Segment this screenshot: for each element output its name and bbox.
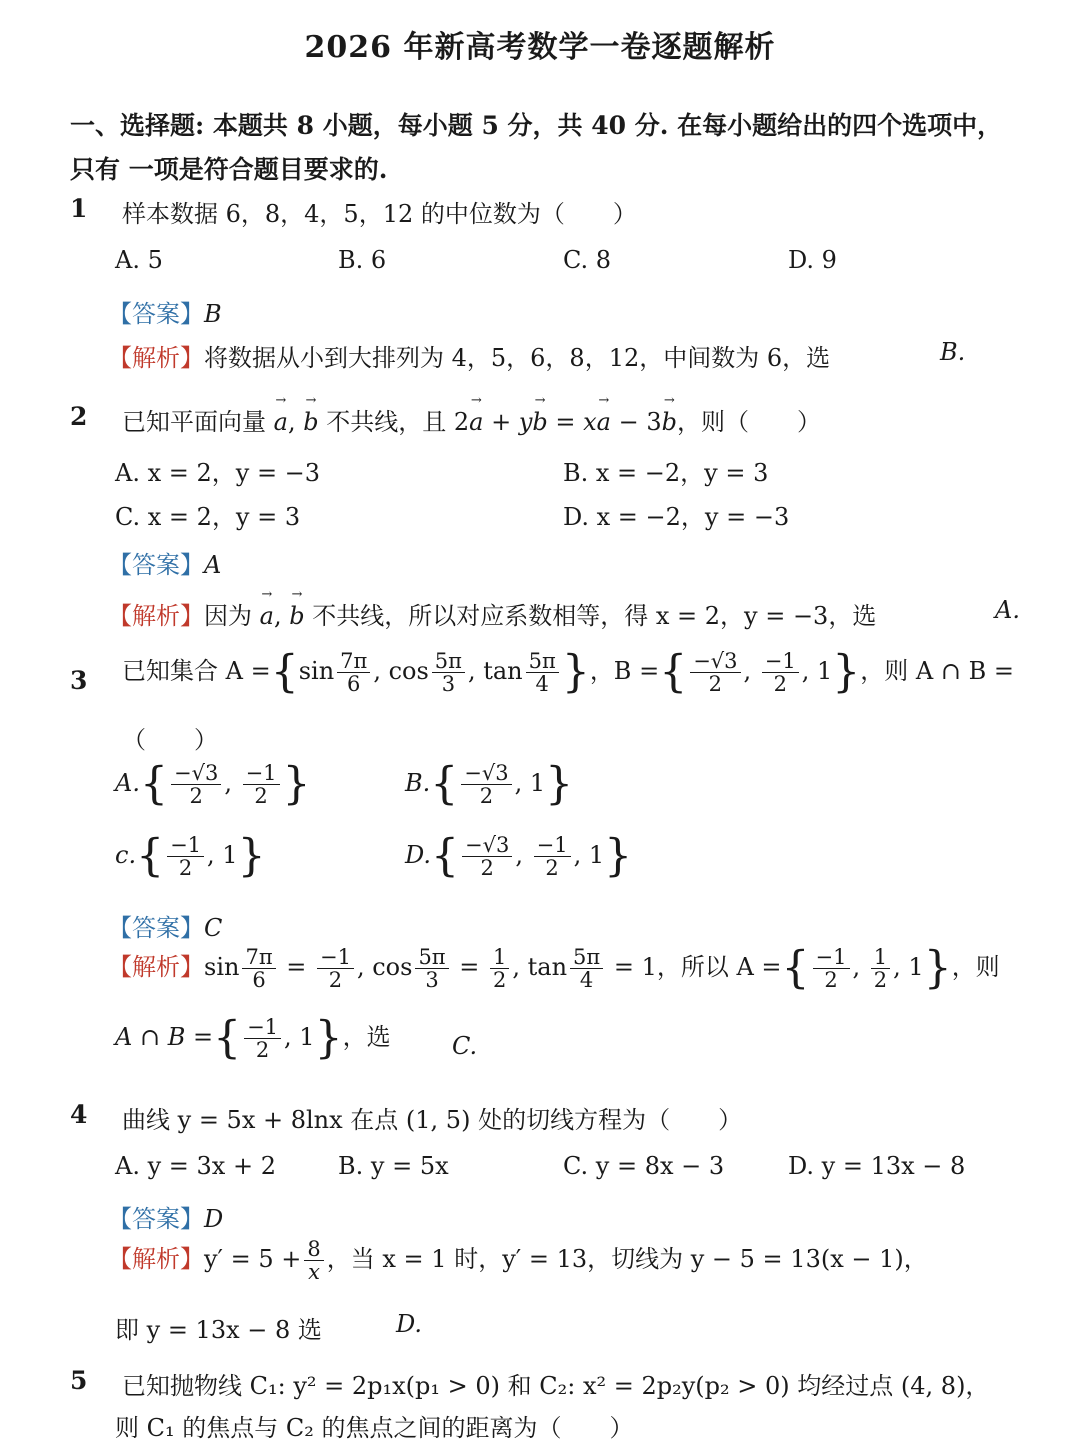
page-title: 2026 年新高考数学一卷逐题解析	[304, 30, 776, 65]
q2-answer-value: A	[204, 551, 222, 579]
q2-answer	[108, 545, 221, 580]
q4-option-b: B. y = 5x	[338, 1152, 449, 1180]
question-1-text: 样本数据 6，8，4，5，12 的中位数为（ ）	[122, 200, 637, 228]
question-5-line2: 则 C₁ 的焦点与 C₂ 的焦点之间的距离为（ ）	[115, 1414, 634, 1442]
answer-tag: 【答案】	[108, 914, 204, 942]
question-3-number: 3	[70, 666, 88, 695]
q1-explanation	[108, 338, 830, 373]
q1-option-d: D. 9	[788, 246, 837, 274]
q1-answer-value: B	[204, 300, 222, 328]
q2-option-a: A. x = 2，y = −3	[115, 459, 321, 487]
q3-option-d: D.{ $\frac{-√3}{2}$ , $\frac{-1}{2}$ , 1}	[405, 830, 633, 882]
question-1-number: 1	[70, 194, 88, 223]
q4-answer	[108, 1199, 223, 1234]
q3-option-a: A.{ $\frac{-√3}{2}$ , $\frac{-1}{2}$ }	[115, 758, 311, 810]
q3-explanation-line2: A ∩ B ={ $\frac{-1}{2}$ , 1}，选	[115, 1012, 391, 1064]
q2-option-c: C. x = 2，y = 3	[115, 503, 301, 531]
q3-option-c: c.{ $\frac{-1}{2}$ , 1}	[115, 830, 266, 882]
question-5-line1: 已知抛物线 C₁: y² = 2p₁x(p₁ > 0) 和 C₂: x² = 2p₂y(p₂ > 0) 均经过点 (4, 8)，	[122, 1372, 990, 1400]
q4-explanation-choice: D.	[396, 1310, 423, 1338]
q1-option-a: A. 5	[115, 246, 163, 274]
explain-tag: 【解析】	[108, 344, 204, 372]
explain-tag: 【解析】	[108, 953, 204, 982]
answer-tag: 【答案】	[108, 551, 204, 579]
q4-explanation-line2: 即 y = 13x − 8 选	[115, 1316, 322, 1344]
question-2-number: 2	[70, 402, 88, 431]
explain-tag: 【解析】	[108, 1245, 204, 1274]
answer-tag: 【答案】	[108, 1205, 204, 1233]
q4-option-d: D. y = 13x − 8	[788, 1152, 966, 1180]
q4-explanation: 【解析】y′ = 5 + $\frac{8}{x}$ ，当 x = 1 时，y′ = 13，切线为 y − 5 = 13(x − 1)，	[108, 1237, 928, 1285]
q1-explanation-text: 将数据从小到大排列为 4，5，6，8，12，中间数为 6，选	[204, 344, 831, 372]
q2-explanation: 【解析】因为 a →, b → 不共线，所以对应系数相等，得 x = 2，y = −3，选	[108, 596, 876, 631]
answer-tag: 【答案】	[108, 300, 204, 328]
q4-answer-value: D	[204, 1205, 224, 1233]
q1-answer	[108, 294, 222, 329]
q3-answer	[108, 908, 222, 943]
q3-explanation: 【解析】sin $\frac{7\pi}{6}$ = $\frac{-1}{2}$ , cos $\frac{5\pi}{3}$ = $\frac{1}{2}$ , tan $\frac{5\pi}{4}$ = 1，所以 A ={ $\frac{-1}{2}$ , $\frac{1}{2}$ , 1}，则	[108, 942, 1000, 994]
q3-explanation-choice: C.	[452, 1032, 478, 1060]
q3-option-b: B.{ $\frac{-√3}{2}$ , 1}	[405, 758, 574, 810]
section-heading-line1: 一、选择题: 本题共 8 小题，每小题 5 分，共 40 分. 在每小题给出的四个选项中，	[70, 111, 1003, 140]
q4-option-a: A. y = 3x + 2	[115, 1152, 276, 1180]
q1-option-c: C. 8	[563, 246, 612, 274]
q1-option-b: B. 6	[338, 246, 387, 274]
question-4-text: 曲线 y = 5x + 8lnx 在点 (1, 5) 处的切线方程为（ ）	[122, 1106, 743, 1134]
question-2-text: 已知平面向量 a →, b → 不共线，且 2a → + yb → = xa → − 3b →，则（ ）	[122, 402, 821, 437]
q2-option-d: D. x = −2，y = −3	[563, 503, 790, 531]
q2-option-b: B. x = −2，y = 3	[563, 459, 769, 487]
q2-explanation-choice: A.	[995, 596, 1020, 624]
explain-tag: 【解析】	[108, 602, 204, 630]
q3-answer-value: C	[204, 914, 223, 942]
question-3-paren: （ ）	[122, 726, 218, 754]
q4-option-c: C. y = 8x − 3	[563, 1152, 725, 1180]
q1-explanation-choice: B.	[940, 338, 966, 366]
question-3-text: 已知集合 A ={sin $\frac{7\pi}{6}$ , cos $\frac{5\pi}{3}$ , tan $\frac{5\pi}{4}$ }，B ={ $\frac{-√3}{2}$ , $\frac{-1}{2}$ , 1}，则 A ∩ B =	[122, 646, 1014, 698]
question-5-number: 5	[70, 1366, 88, 1395]
section-heading-line2: 只有 一项是符合题目要求的.	[70, 155, 388, 184]
question-4-number: 4	[70, 1100, 88, 1129]
